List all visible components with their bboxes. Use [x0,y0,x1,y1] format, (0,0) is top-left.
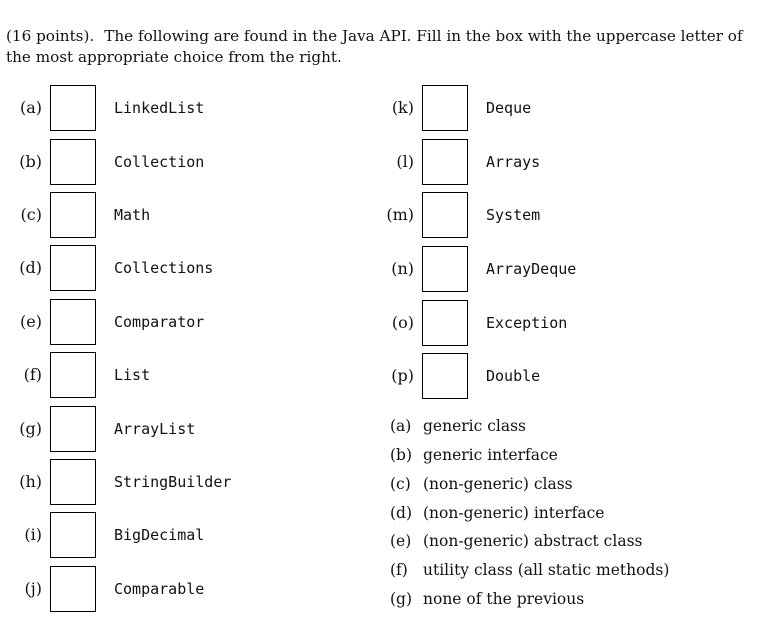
answer-box[interactable] [50,192,96,238]
class-name: LinkedList [114,99,205,117]
class-name: StringBuilder [114,473,232,491]
item-label: (c) [20,205,42,224]
class-name: Arrays [486,153,541,171]
answer-box[interactable] [422,353,468,399]
item-label: (o) [391,313,414,332]
item-label: (k) [391,98,414,117]
class-name: Comparator [114,313,205,331]
answer-box[interactable] [422,85,468,131]
class-name: Comparable [114,580,205,598]
choice-letter: (f) [390,561,408,579]
question-intro [6,26,761,68]
class-name: System [486,206,541,224]
answer-box[interactable] [422,246,468,292]
answer-box[interactable] [422,192,468,238]
choice-text: generic class [423,417,527,435]
class-name: ArrayList [114,420,196,438]
class-name: List [114,366,151,384]
answer-box[interactable] [50,566,96,612]
choice-letter: (b) [390,446,413,464]
choice-item [390,502,604,524]
item-label: (l) [396,152,414,171]
item-label: (g) [19,419,42,438]
answer-box[interactable] [50,512,96,558]
item-label: (j) [24,579,42,598]
answer-box[interactable] [50,406,96,452]
choice-text: (non-generic) class [423,475,573,493]
choice-item [390,415,526,437]
item-label: (h) [19,472,42,491]
choice-item [390,473,573,495]
choice-text: none of the previous [423,590,585,608]
item-label: (a) [19,98,42,117]
item-label: (d) [19,258,42,277]
item-label: (f) [23,365,42,384]
choice-letter: (a) [390,417,412,435]
class-name: ArrayDeque [486,260,577,278]
class-name: Math [114,206,151,224]
choice-letter: (d) [390,504,413,522]
choice-letter: (e) [390,532,412,550]
answer-box[interactable] [422,139,468,185]
choice-text: (non-generic) interface [423,504,605,522]
intro-text: The following are found in the Java API. Fill in the box with the uppercase letter of the most appropriate choice from the right. [6,27,743,66]
answer-box[interactable] [50,459,96,505]
item-label: (i) [24,525,42,544]
item-label: (b) [19,152,42,171]
item-label: (p) [391,366,414,385]
answer-box[interactable] [50,352,96,398]
class-name: Collection [114,153,205,171]
answer-box[interactable] [50,299,96,345]
choice-item [390,559,669,581]
choice-item [390,588,584,610]
class-name: Exception [486,314,568,332]
choice-letter: (c) [390,475,411,493]
choice-letter: (g) [390,590,413,608]
item-label: (n) [391,259,414,278]
answer-box[interactable] [422,300,468,346]
class-name: Double [486,367,541,385]
choice-text: utility class (all static methods) [423,561,670,579]
answer-box[interactable] [50,85,96,131]
choice-item [390,444,558,466]
answer-box[interactable] [50,139,96,185]
class-name: Deque [486,99,532,117]
points-label: (16 points). [6,27,95,45]
answer-box[interactable] [50,245,96,291]
item-label: (e) [20,312,42,331]
choice-text: generic interface [423,446,558,464]
class-name: Collections [114,259,214,277]
class-name: BigDecimal [114,526,205,544]
choice-text: (non-generic) abstract class [423,532,643,550]
item-label: (m) [386,205,414,224]
choice-item [390,530,642,552]
